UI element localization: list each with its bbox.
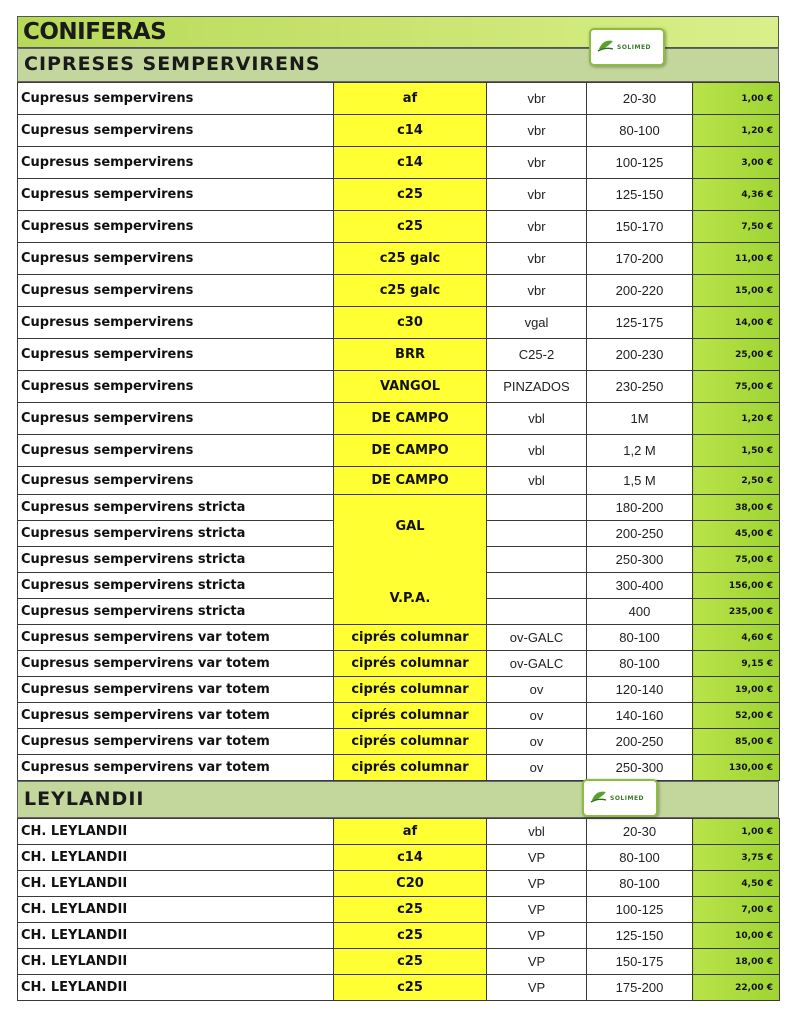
product-format: VP [487, 923, 587, 949]
product-code: ciprés columnar [334, 755, 487, 781]
product-name: Cupresus sempervirens [18, 211, 334, 243]
table-row [18, 495, 780, 521]
product-name: Cupresus sempervirens [18, 307, 334, 339]
product-price: 7,00 € [693, 897, 780, 923]
product-format: vgal [487, 307, 587, 339]
product-size: 80-100 [587, 871, 693, 897]
product-name: Cupresus sempervirens stricta [18, 573, 334, 599]
product-code: c14 [334, 115, 487, 147]
product-price: 4,36 € [693, 179, 780, 211]
product-price: 19,00 € [693, 677, 780, 703]
product-format: ov [487, 677, 587, 703]
section-title: LEYLANDII [24, 788, 145, 810]
product-price: 45,00 € [693, 521, 780, 547]
product-size: 150-170 [587, 211, 693, 243]
product-name: Cupresus sempervirens var totem [18, 677, 334, 703]
table-row [18, 975, 780, 1001]
product-format: vbl [487, 435, 587, 467]
product-code: V.P.A. [389, 590, 431, 606]
product-format: VP [487, 845, 587, 871]
product-size: 20-30 [587, 819, 693, 845]
table-row [18, 871, 780, 897]
product-name: CH. LEYLANDII [18, 923, 334, 949]
product-code: c25 [334, 897, 487, 923]
product-price: 11,00 € [693, 243, 780, 275]
table-row [18, 819, 780, 845]
product-code: c30 [334, 307, 487, 339]
price-list-sheet [17, 16, 779, 1004]
product-price: 3,00 € [693, 147, 780, 179]
product-name: Cupresus sempervirens var totem [18, 755, 334, 781]
product-size: 20-30 [587, 83, 693, 115]
product-name: Cupresus sempervirens var totem [18, 651, 334, 677]
product-code: c25 [334, 975, 487, 1001]
product-name: CH. LEYLANDII [18, 845, 334, 871]
table-row [18, 403, 780, 435]
product-code: VANGOL [334, 371, 487, 403]
product-code: DE CAMPO [334, 403, 487, 435]
product-size: 80-100 [587, 625, 693, 651]
product-price: 75,00 € [693, 547, 780, 573]
product-size: 125-150 [587, 179, 693, 211]
product-price: 130,00 € [693, 755, 780, 781]
product-code: ciprés columnar [334, 729, 487, 755]
product-size: 250-300 [587, 755, 693, 781]
product-price: 38,00 € [693, 495, 780, 521]
table-row [18, 897, 780, 923]
product-code: ciprés columnar [334, 703, 487, 729]
product-name: Cupresus sempervirens [18, 371, 334, 403]
product-price: 18,00 € [693, 949, 780, 975]
leaf-icon [597, 37, 615, 55]
product-price: 3,75 € [693, 845, 780, 871]
table-row [18, 211, 780, 243]
table-row [18, 339, 780, 371]
product-price: 52,00 € [693, 703, 780, 729]
table-row [18, 467, 780, 495]
product-code: c14 [334, 845, 487, 871]
product-format [487, 599, 587, 625]
product-price: 4,50 € [693, 871, 780, 897]
cipreses-table [17, 82, 780, 781]
product-name: Cupresus sempervirens [18, 83, 334, 115]
table-row [18, 729, 780, 755]
product-code: c25 galc [334, 243, 487, 275]
product-code: GAL [395, 518, 425, 534]
product-format: vbl [487, 467, 587, 495]
product-size: 140-160 [587, 703, 693, 729]
table-row [18, 275, 780, 307]
product-price: 22,00 € [693, 975, 780, 1001]
product-code: BRR [334, 339, 487, 371]
product-size: 150-175 [587, 949, 693, 975]
product-name: CH. LEYLANDII [18, 897, 334, 923]
product-name: Cupresus sempervirens var totem [18, 703, 334, 729]
section-title: CIPRESES SEMPERVIRENS [24, 53, 321, 75]
product-format: PINZADOS [487, 371, 587, 403]
product-name: CH. LEYLANDII [18, 871, 334, 897]
table-row [18, 371, 780, 403]
product-name: Cupresus sempervirens [18, 403, 334, 435]
product-name: Cupresus sempervirens [18, 243, 334, 275]
table-row [18, 115, 780, 147]
solimed-logo [589, 28, 665, 66]
product-format: vbr [487, 211, 587, 243]
section-header-leylandii [17, 781, 779, 818]
product-format: ov [487, 729, 587, 755]
product-size: 175-200 [587, 975, 693, 1001]
product-format: vbr [487, 275, 587, 307]
product-size: 200-230 [587, 339, 693, 371]
product-size: 80-100 [587, 115, 693, 147]
table-row [18, 755, 780, 781]
product-code: DE CAMPO [334, 467, 487, 495]
product-size: 1M [587, 403, 693, 435]
product-format: ov-GALC [487, 651, 587, 677]
product-format: vbl [487, 403, 587, 435]
product-format: vbr [487, 179, 587, 211]
product-size: 125-175 [587, 307, 693, 339]
product-format: vbr [487, 243, 587, 275]
product-size: 200-250 [587, 729, 693, 755]
product-size: 170-200 [587, 243, 693, 275]
product-size: 250-300 [587, 547, 693, 573]
product-name: Cupresus sempervirens [18, 115, 334, 147]
product-size: 200-250 [587, 521, 693, 547]
product-price: 9,15 € [693, 651, 780, 677]
product-format [487, 547, 587, 573]
table-row [18, 949, 780, 975]
product-code: C20 [334, 871, 487, 897]
product-size: 180-200 [587, 495, 693, 521]
product-format: ov [487, 703, 587, 729]
product-price: 7,50 € [693, 211, 780, 243]
table-row [18, 923, 780, 949]
product-code: DE CAMPO [334, 435, 487, 467]
table-row [18, 243, 780, 275]
product-format: ov-GALC [487, 625, 587, 651]
product-name: CH. LEYLANDII [18, 819, 334, 845]
product-price: 156,00 € [693, 573, 780, 599]
product-size: 100-125 [587, 897, 693, 923]
product-code: af [334, 83, 487, 115]
product-price: 2,50 € [693, 467, 780, 495]
product-format: VP [487, 871, 587, 897]
product-code: ciprés columnar [334, 625, 487, 651]
product-price: 235,00 € [693, 599, 780, 625]
product-format: vbl [487, 819, 587, 845]
product-price: 10,00 € [693, 923, 780, 949]
product-size: 300-400 [587, 573, 693, 599]
product-size: 400 [587, 599, 693, 625]
logo-text: SOLIMED [610, 795, 645, 802]
product-code: c14 [334, 147, 487, 179]
leylandii-table [17, 818, 780, 1001]
product-price: 1,50 € [693, 435, 780, 467]
product-price: 1,20 € [693, 115, 780, 147]
product-name: Cupresus sempervirens var totem [18, 729, 334, 755]
logo-text: SOLIMED [617, 44, 652, 51]
product-name: CH. LEYLANDII [18, 949, 334, 975]
product-format: VP [487, 949, 587, 975]
product-format: C25-2 [487, 339, 587, 371]
product-name: Cupresus sempervirens [18, 179, 334, 211]
product-price: 85,00 € [693, 729, 780, 755]
product-format [487, 495, 587, 521]
product-code: ciprés columnar [334, 651, 487, 677]
product-price: 15,00 € [693, 275, 780, 307]
product-format [487, 573, 587, 599]
product-code: c25 [334, 949, 487, 975]
product-format: vbr [487, 83, 587, 115]
product-name: Cupresus sempervirens [18, 435, 334, 467]
product-code: c25 [334, 179, 487, 211]
product-size: 230-250 [587, 371, 693, 403]
product-size: 120-140 [587, 677, 693, 703]
product-name: Cupresus sempervirens var totem [18, 625, 334, 651]
product-code: af [334, 819, 487, 845]
table-row [18, 625, 780, 651]
product-name: Cupresus sempervirens [18, 275, 334, 307]
table-row [18, 83, 780, 115]
product-name: Cupresus sempervirens stricta [18, 521, 334, 547]
product-name: CH. LEYLANDII [18, 975, 334, 1001]
product-format: vbr [487, 147, 587, 179]
product-name: Cupresus sempervirens [18, 467, 334, 495]
product-code: c25 galc [334, 275, 487, 307]
solimed-logo [582, 779, 658, 817]
table-row [18, 677, 780, 703]
product-name: Cupresus sempervirens stricta [18, 599, 334, 625]
table-row [18, 845, 780, 871]
product-price: 75,00 € [693, 371, 780, 403]
product-price: 25,00 € [693, 339, 780, 371]
product-price: 1,20 € [693, 403, 780, 435]
table-row [18, 147, 780, 179]
product-price: 14,00 € [693, 307, 780, 339]
product-size: 80-100 [587, 845, 693, 871]
product-code: c25 [334, 923, 487, 949]
product-price: 1,00 € [693, 819, 780, 845]
product-format: vbr [487, 115, 587, 147]
table-row [18, 435, 780, 467]
product-price: 4,60 € [693, 625, 780, 651]
product-name: Cupresus sempervirens stricta [18, 547, 334, 573]
product-format: VP [487, 975, 587, 1001]
product-size: 1,5 M [587, 467, 693, 495]
product-size: 80-100 [587, 651, 693, 677]
table-row [18, 307, 780, 339]
product-name: Cupresus sempervirens stricta [18, 495, 334, 521]
product-size: 125-150 [587, 923, 693, 949]
table-row [18, 651, 780, 677]
product-format: ov [487, 755, 587, 781]
leaf-icon [590, 788, 608, 806]
product-code: c25 [334, 211, 487, 243]
product-code: ciprés columnar [334, 677, 487, 703]
table-row [18, 179, 780, 211]
product-format: VP [487, 897, 587, 923]
product-size: 100-125 [587, 147, 693, 179]
table-row [18, 703, 780, 729]
product-size: 1,2 M [587, 435, 693, 467]
product-size: 200-220 [587, 275, 693, 307]
product-format [487, 521, 587, 547]
page-title: CONIFERAS [23, 19, 167, 45]
product-code-group [334, 495, 487, 625]
product-price: 1,00 € [693, 83, 780, 115]
product-name: Cupresus sempervirens [18, 147, 334, 179]
product-name: Cupresus sempervirens [18, 339, 334, 371]
